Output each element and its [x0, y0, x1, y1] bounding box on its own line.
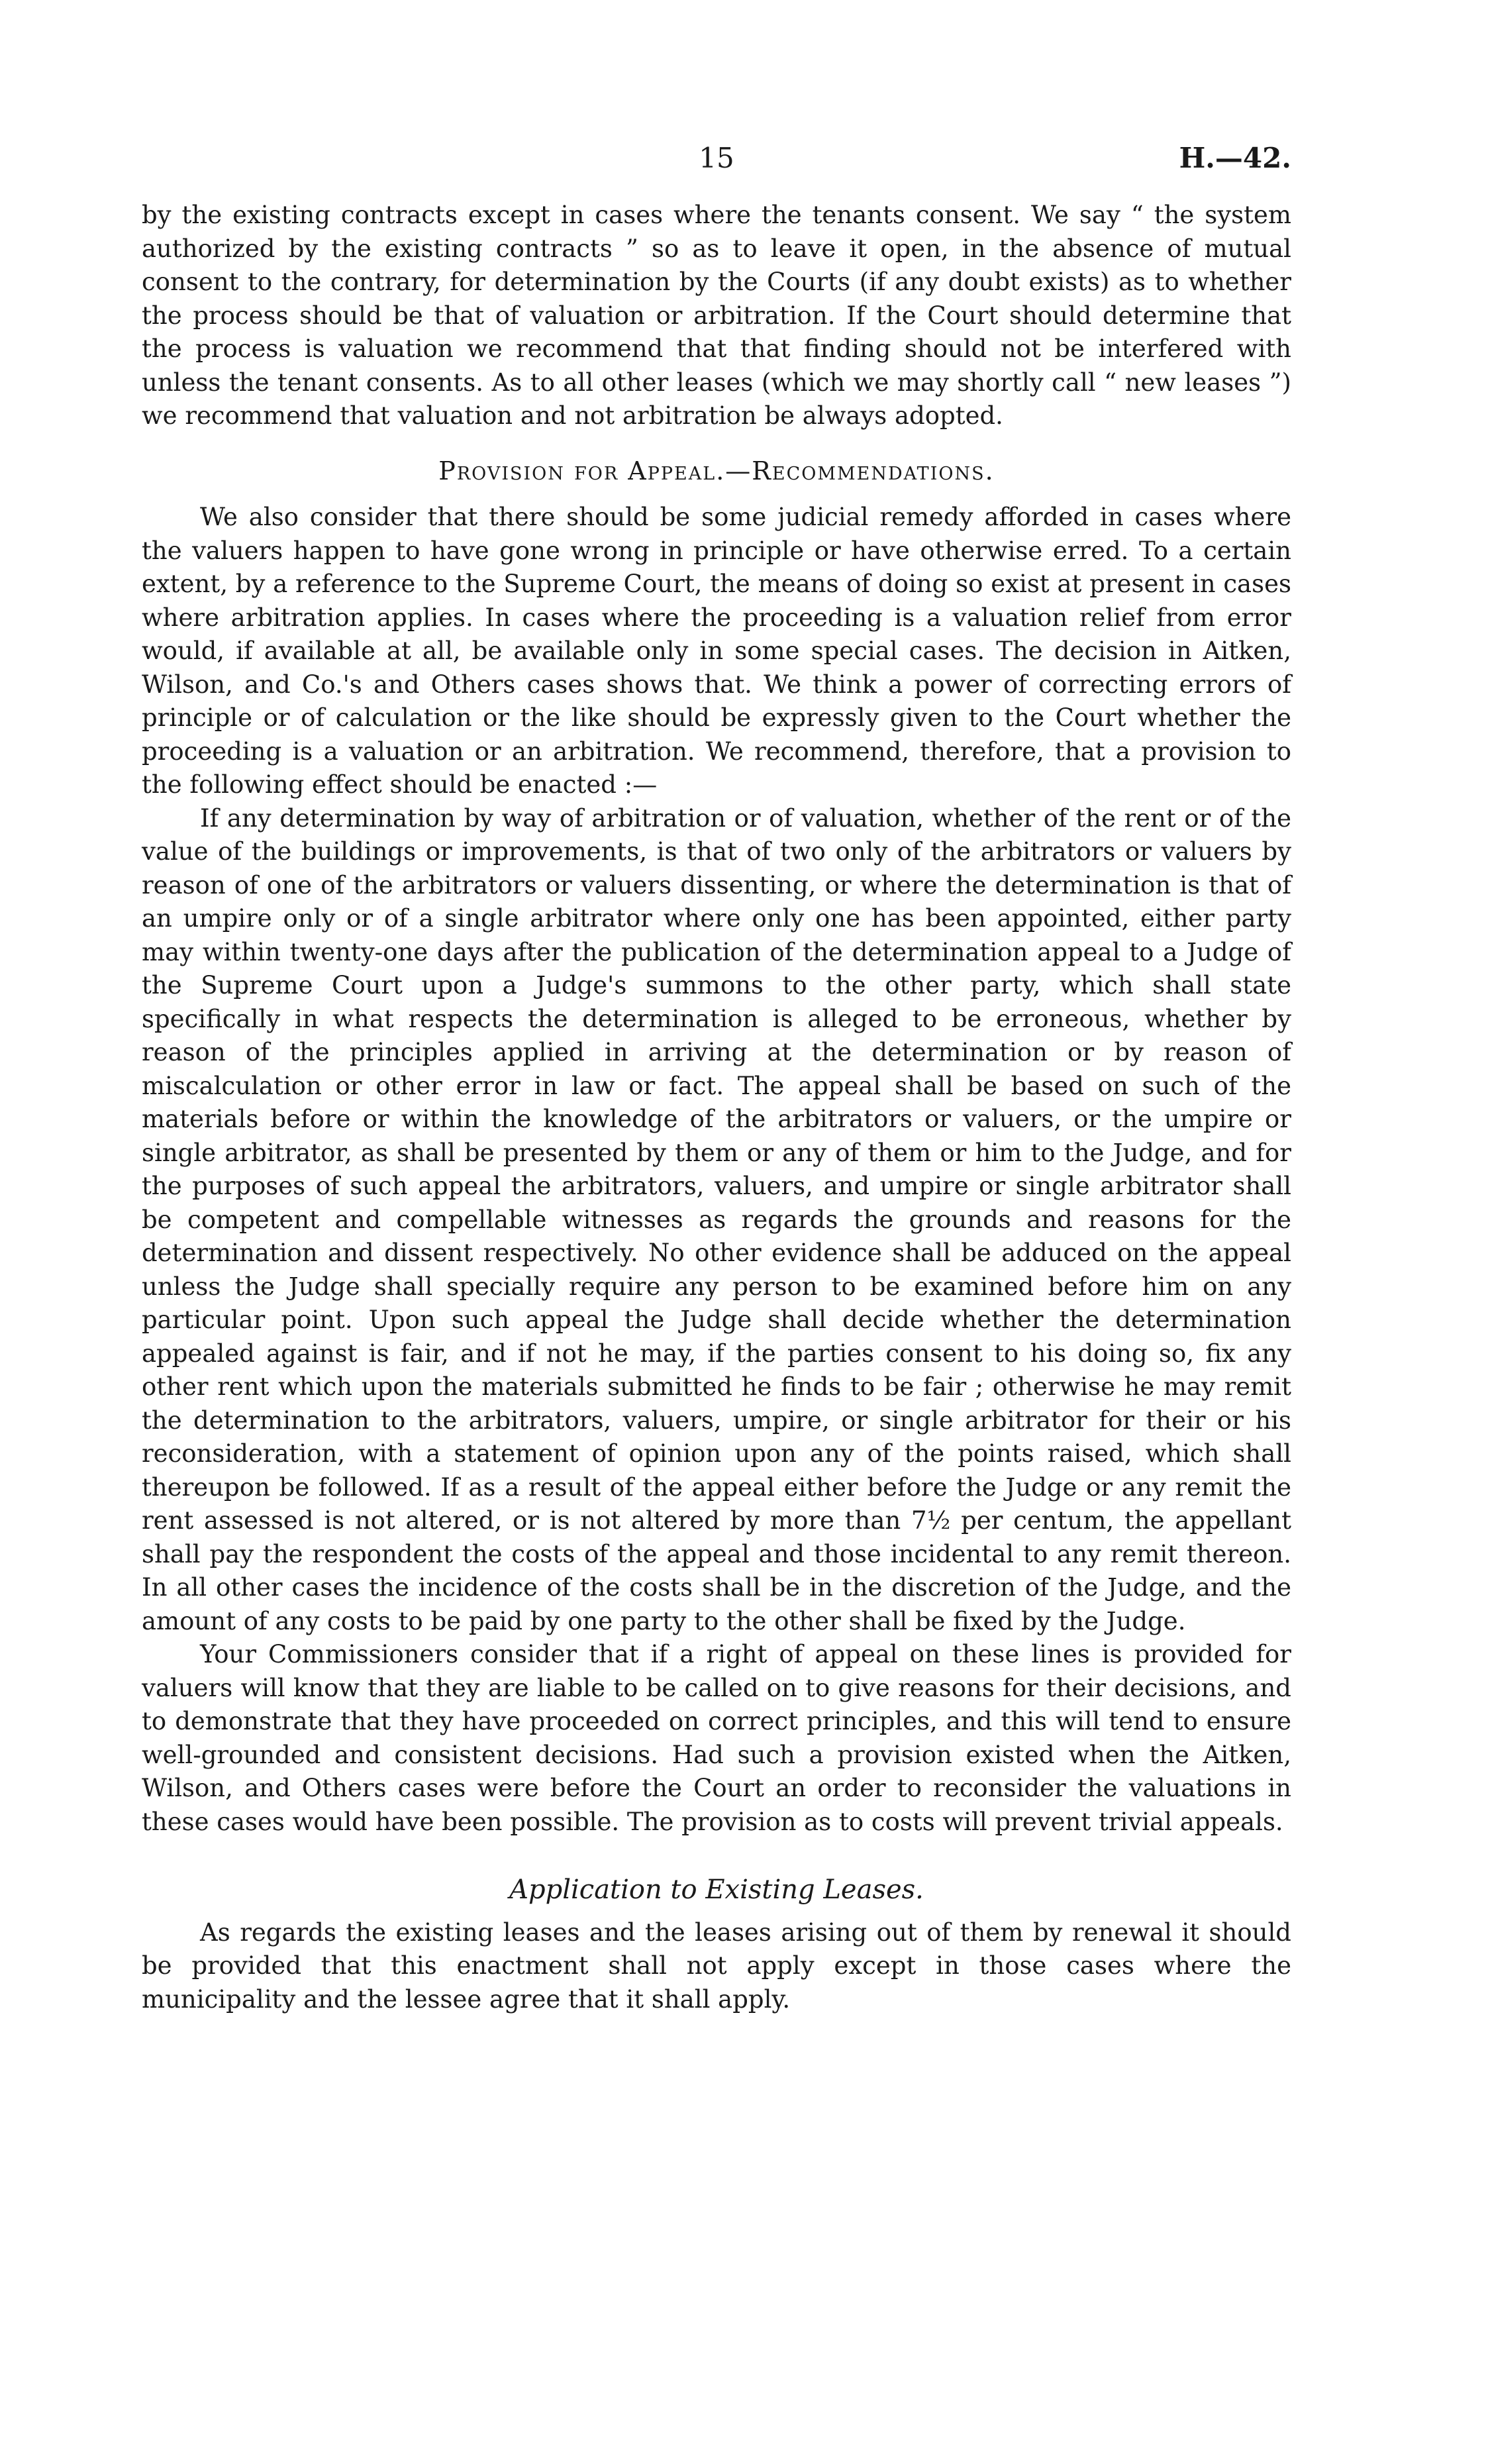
page-number: 15 [699, 142, 734, 174]
document-reference-code: H.—42. [1179, 142, 1291, 174]
paragraph-continuation: by the existing contracts except in cases where the tenants consent. We say “ the system authorized by the existing contracts ” so as to leave it open, in the absence of mutual consent to the contrary, for determination by the Courts (if any doubt exists) as to whether the process should be that of valuation or arbitration. If the Court should determine that the process is valuation we recommend that that finding should not be interfered with unless the tenant consents. As to all other leases (which we may shortly call “ new leases ”) we recommend that valuation and not arbitration be always adopted. [142, 201, 1291, 430]
section-heading-existing-leases: Application to Existing Leases. [509, 1874, 924, 1905]
paragraph-judicial-remedy: We also consider that there should be some judicial remedy afforded in cases where the valuers happen to have gone wrong in principle or have otherwise erred. To a certain extent, by a reference to the Supreme Court, the means of doing so exist at present in cases where arbitration applies. In cases where the proceeding is a valuation relief from error would, if available at all, be available only in some special cases. The decision in Aitken, Wilson, and Co.'s and Others cases shows that. We think a power of correcting errors of principle or of calculation or the like should be expressly given to the Court whether the proceeding is a valuation or an arbitration. We recommend, therefore, that a provision to the following effect should be enacted :— [142, 503, 1291, 799]
page-header [142, 142, 1291, 181]
section-heading-appeal: Provision for Appeal.—Recommendations. [438, 456, 995, 486]
paragraph-commissioners-view: Your Commissioners consider that if a right of appeal on these lines is provided for valuers will know that they are liable to be called on to give reasons for their decisions, and to demonstrate that they have proceeded on correct principles, and this will tend to ensure well-grounded and consistent decisions. Had such a provision existed when the Aitken, Wilson, and Others cases were before the Court an order to reconsider the valuations in these cases would have been possible. The provision as to costs will prevent trivial appeals. [142, 1640, 1291, 1836]
paragraph-proposed-provision: If any determination by way of arbitration or of valuation, whether of the rent or of the value of the buildings or improvements, is that of two only of the arbitrators or valuers by reason of one of the arbitrators or valuers dissenting, or where the determination is that of an umpire only or of a single arbitrator where only one has been appointed, either party may within twenty-one days after the publication of the determination appeal to a Judge of the Supreme Court upon a Judge's summons to the other party, which shall state specifically in what respects the determination is alleged to be erroneous, whether by reason of the principles applied in arriving at the determination or by reason of miscalculation or other error in law or fact. The appeal shall be based on such of the materials before or within the knowledge of the arbitrators or valuers, or the umpire or single arbitrator, as shall be presented by them or any of them or him to the Judge, and for the purposes of such appeal the arbitrators, valuers, and umpire or single arbitrator shall be competent and compellable witnesses as regards the grounds and reasons for the determination and dissent respectively. No other evidence shall be adduced on the appeal unless the Judge shall specially require any person to be examined before him on any particular point. Upon such appeal the Judge shall decide whether the determination appealed against is fair, and if not he may, if the parties consent to his doing so, fix any other rent which upon the materials submitted he finds to be fair ; otherwise he may remit the determination to the arbitrators, valuers, umpire, or single arbitrator for their or his reconsideration, with a statement of opinion upon any of the points raised, which shall thereupon be followed. If as a result of the appeal either before the Judge or any remit the rent assessed is not altered, or is not altered by more than 7½ per centum, the appellant shall pay the respondent the costs of the appeal and those incidental to any remit thereon. In all other cases the incidence of the costs shall be in the discretion of the Judge, and the amount of any costs to be paid by one party to the other shall be fixed by the Judge. [142, 803, 1291, 1635]
paragraph-existing-leases: As regards the existing leases and the leases arising out of them by renewal it should be provided that this enactment shall not apply except in those cases where the municipality and the lessee agree that it shall apply. [142, 1918, 1291, 2014]
body-text [142, 199, 1291, 2016]
